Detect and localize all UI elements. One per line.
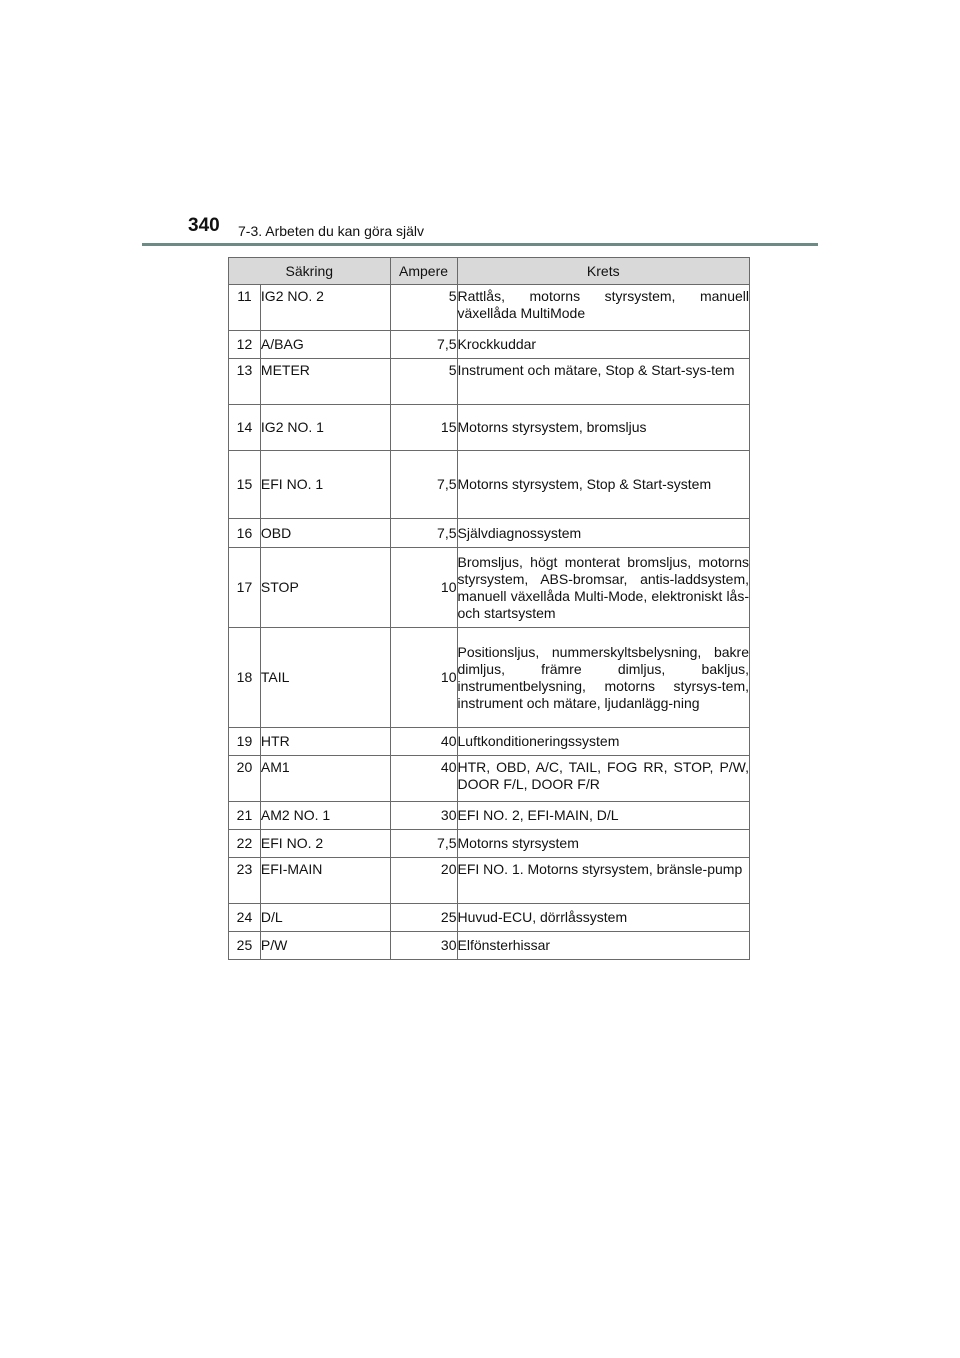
ampere-cell: 25 [390, 904, 457, 932]
table-row [229, 628, 750, 728]
circuit-cell: EFI NO. 2, EFI-MAIN, D/L [457, 802, 750, 830]
ampere-cell: 7,5 [390, 331, 457, 359]
fuse-name-cell: EFI NO. 2 [260, 830, 390, 858]
fuse-number-cell: 21 [229, 802, 261, 830]
fuse-name-cell: EFI-MAIN [260, 858, 390, 904]
table-row [229, 932, 750, 960]
fuse-name-cell: STOP [260, 548, 390, 628]
table-row [229, 904, 750, 932]
table-row [229, 830, 750, 858]
table-row [229, 548, 750, 628]
circuit-cell: Motorns styrsystem, bromsljus [457, 405, 750, 451]
table-header-row [229, 258, 750, 285]
circuit-cell: Bromsljus, högt monterat bromsljus, motorns styrsystem, ABS-bromsar, antis-laddsystem, manuell växellåda Multi-Mode, elektroniskt lås- och startsystem [457, 548, 750, 628]
circuit-cell: Motorns styrsystem, Stop & Start-system [457, 451, 750, 519]
ampere-cell: 10 [390, 548, 457, 628]
fuse-number-cell: 14 [229, 405, 261, 451]
fuse-name-cell: IG2 NO. 1 [260, 405, 390, 451]
ampere-cell: 5 [390, 285, 457, 331]
circuit-cell: Rattlås, motorns styrsystem, manuell växellåda MultiMode [457, 285, 750, 331]
table-row [229, 331, 750, 359]
circuit-cell: EFI NO. 1. Motorns styrsystem, bränsle-pump [457, 858, 750, 904]
table-row [229, 858, 750, 904]
column-header-circuit: Krets [457, 258, 750, 285]
circuit-cell: Motorns styrsystem [457, 830, 750, 858]
fuse-number-cell: 20 [229, 756, 261, 802]
fuse-name-cell: A/BAG [260, 331, 390, 359]
fuse-number-cell: 24 [229, 904, 261, 932]
fuse-number-cell: 25 [229, 932, 261, 960]
fuse-name-cell: HTR [260, 728, 390, 756]
table-row [229, 756, 750, 802]
ampere-cell: 30 [390, 802, 457, 830]
column-header-ampere: Ampere [390, 258, 457, 285]
table-row [229, 405, 750, 451]
fuse-name-cell: EFI NO. 1 [260, 451, 390, 519]
fuse-name-cell: P/W [260, 932, 390, 960]
fuse-number-cell: 16 [229, 519, 261, 548]
fuse-number-cell: 13 [229, 359, 261, 405]
circuit-cell: Luftkonditioneringssystem [457, 728, 750, 756]
header-rule [142, 243, 818, 246]
fuse-table [228, 257, 750, 960]
fuse-name-cell: OBD [260, 519, 390, 548]
table-row [229, 359, 750, 405]
fuse-name-cell: AM2 NO. 1 [260, 802, 390, 830]
ampere-cell: 10 [390, 628, 457, 728]
ampere-cell: 40 [390, 728, 457, 756]
circuit-cell: Instrument och mätare, Stop & Start-sys-tem [457, 359, 750, 405]
table-row [229, 285, 750, 331]
fuse-number-cell: 12 [229, 331, 261, 359]
ampere-cell: 7,5 [390, 830, 457, 858]
ampere-cell: 20 [390, 858, 457, 904]
ampere-cell: 7,5 [390, 519, 457, 548]
circuit-cell: Elfönsterhissar [457, 932, 750, 960]
ampere-cell: 7,5 [390, 451, 457, 519]
fuse-number-cell: 23 [229, 858, 261, 904]
table-row [229, 451, 750, 519]
section-title: 7-3. Arbeten du kan göra själv [238, 223, 425, 239]
fuse-number-cell: 22 [229, 830, 261, 858]
fuse-name-cell: AM1 [260, 756, 390, 802]
page-number: 340 [188, 215, 220, 236]
fuse-name-cell: METER [260, 359, 390, 405]
fuse-number-cell: 11 [229, 285, 261, 331]
ampere-cell: 15 [390, 405, 457, 451]
column-header-fuse: Säkring [229, 258, 391, 285]
table-row [229, 519, 750, 548]
circuit-cell: Positionsljus, nummerskyltsbelysning, bakre dimljus, främre dimljus, bakljus, instrumentbelysning, motorns styrsys-tem, instrument och mätare, ljudanlägg-ning [457, 628, 750, 728]
fuse-name-cell: IG2 NO. 2 [260, 285, 390, 331]
fuse-name-cell: D/L [260, 904, 390, 932]
ampere-cell: 5 [390, 359, 457, 405]
table-row [229, 802, 750, 830]
fuse-number-cell: 17 [229, 548, 261, 628]
circuit-cell: Huvud-ECU, dörrlåssystem [457, 904, 750, 932]
circuit-cell: Krockkuddar [457, 331, 750, 359]
circuit-cell: Självdiagnossystem [457, 519, 750, 548]
table-row [229, 728, 750, 756]
fuse-number-cell: 18 [229, 628, 261, 728]
fuse-number-cell: 15 [229, 451, 261, 519]
circuit-cell: HTR, OBD, A/C, TAIL, FOG RR, STOP, P/W, DOOR F/L, DOOR F/R [457, 756, 750, 802]
table-body [229, 285, 750, 960]
ampere-cell: 30 [390, 932, 457, 960]
fuse-number-cell: 19 [229, 728, 261, 756]
ampere-cell: 40 [390, 756, 457, 802]
fuse-name-cell: TAIL [260, 628, 390, 728]
